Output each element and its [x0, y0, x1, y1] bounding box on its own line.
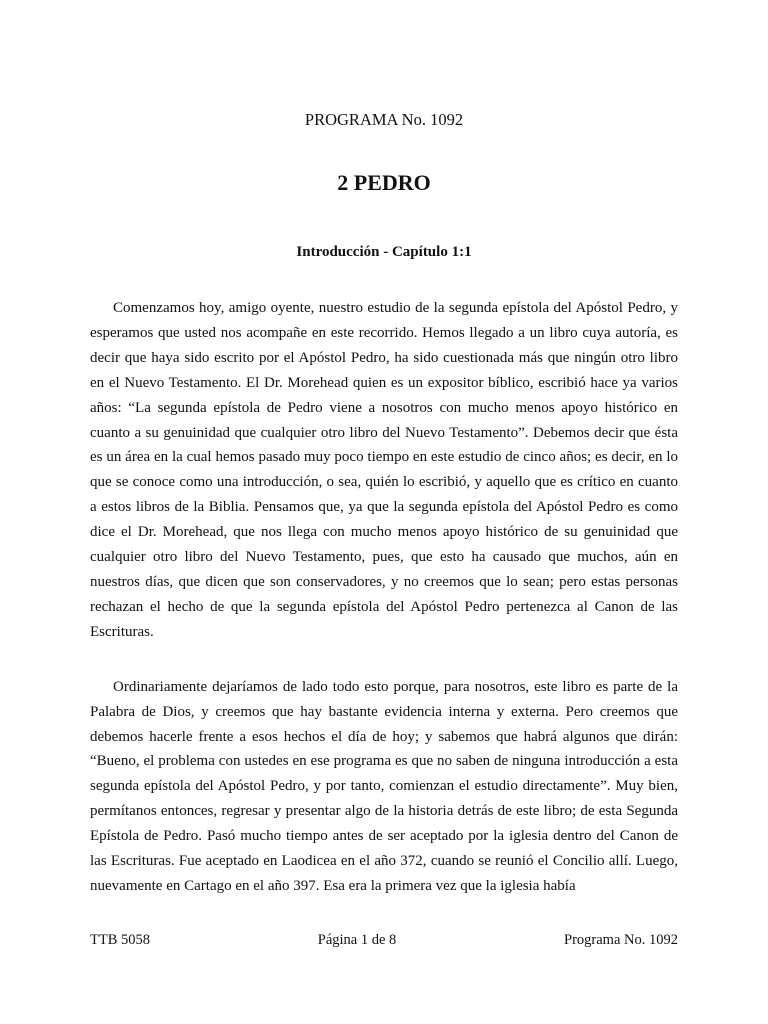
footer-program: Programa No. 1092	[564, 932, 678, 948]
page-footer	[90, 932, 678, 949]
document-body	[90, 296, 678, 929]
book-title: 2 PEDRO	[337, 170, 431, 195]
program-number-heading: PROGRAMA No. 1092	[304, 110, 464, 129]
paragraph-2: Ordinariamente dejaríamos de lado todo esto porque, para nosotros, este libro es parte de la Palabra de Dios, y creemos que hay bastante evidencia interna y externa. Pero creemos que debemos hacerle frente a esos hechos el día de hoy; y sabemos que habrá algunos que dirán: “Bueno, el problema con ustedes en ese programa es que no saben de ninguna introducción a esta segunda epístola del Apóstol Pedro, y por tanto, comienzan el estudio directamente”. Muy bien, permítanos entonces, regresar y presentar algo de la historia detrás de este libro; de esta Segunda Epístola de Pedro. Pasó mucho tiempo antes de ser aceptado por la iglesia dentro del Canon de las Escrituras. Fue aceptado en Laodicea en el año 372, cuando se reunió el Concilio allí. Luego, nuevamente en Cartago en el año 397. Esa era la primera vez que la iglesia había	[90, 678, 678, 894]
footer-page-number: Página 1 de 8	[317, 932, 397, 948]
paragraph-1: Comenzamos hoy, amigo oyente, nuestro estudio de la segunda epístola del Apóstol Pedro, y esperamos que usted nos acompañe en este recorrido. Hemos llegado a un libro cuya autoría, es decir que haya sido escrito por el Apóstol Pedro, ha sido cuestionada más que ningún otro libro en el Nuevo Testamento. El Dr. Morehead quien es un expositor bíblico, escribió hace ya varios años: “La segunda epístola de Pedro viene a nosotros con mucho menos apoyo histórico en cuanto a su genuinidad que cualquier otro libro del Nuevo Testamento”. Debemos decir que ésta es un área en la cual hemos pasado muy poco tiempo en este estudio de cinco años; es decir, en lo que se conoce como una introducción, o sea, quién lo escribió, y aquello que es crítico en cuanto a estos libros de la Biblia. Pensamos que, ya que la segunda epístola del Apóstol Pedro es como dice el Dr. Morehead, que nos llega con mucho menos apoyo histórico de su genuinidad que cualquier otro libro del Nuevo Testamento, pues, que esto ha causado que muchos, aún en nuestros días, que dicen que son conservadores, y no creemos que lo sean; pero estas personas rechazan el hecho de que la segunda epístola del Apóstol Pedro pertenezca al Canon de las Escrituras.	[90, 300, 678, 640]
footer-reference: TTB 5058	[90, 932, 151, 948]
section-title: Introducción - Capítulo 1:1	[296, 244, 472, 260]
